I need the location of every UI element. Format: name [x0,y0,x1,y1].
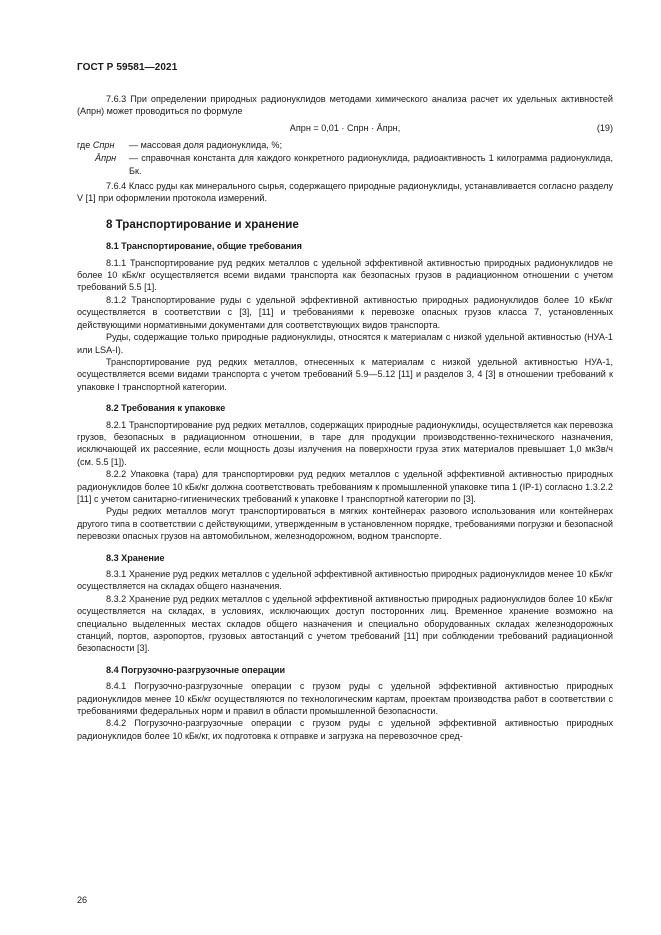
section-8-4-title: 8.4 Погрузочно-разгрузочные операции [106,664,286,675]
page-number: 26 [77,895,88,905]
section-8-2-title: 8.2 Требования к упаковке [106,403,226,414]
paragraph-8-1-ores: Руды, содержащие только природные радионуклиды, относятся к материалам с низкой удельной активностью (НУА-1 или LSA-I). [77,332,613,355]
standard-header: ГОСТ Р 59581—2021 [77,62,178,73]
section-8-3-title: 8.3 Хранение [106,552,165,563]
paragraph-8-4-2: 8.4.2 Погрузочно-разгрузочные операции с грузом руды с удельной эффективной активностью природных радионуклидов более 10 кБк/кг, их подготовка к отправке и загрузка на перевозочное сред- [77,718,613,741]
formula-expression: Aпрн = 0,01 · Cпрн · Āпрн, [289,122,401,133]
paragraph-8-4-1: 8.4.1 Погрузочно-разгрузочные операции с грузом руды с удельной эффективной активностью природных радионуклидов менее 10 кБк/кг осуществляются по технологическим картам, проектам производства работ в соответствии с требованиями федеральных норм и правил в области промышленной безопасности. [77,681,613,717]
definition-2 [77,152,613,177]
section-8-1-title: 8.1 Транспортирование, общие требования [106,241,302,252]
paragraph-8-1-nua: Транспортирование руд редких металлов, отнесенных к материалам с низкой удельной активностью НУА-1, осуществляется всеми видами транспорта с учетом требований 5.9—5.12 [11] и разделов 3, 4 [3] в отношении требований к упаковке I транспортной категории. [77,356,613,392]
paragraph-8-2-2: 8.2.2 Упаковка (тара) для транспортировки руд редких металлов с удельной эффективной активностью природных радионуклидов более 10 кБк/кг должна соответствовать требованиям к промышленной упаковке типа 1 (IP-1) согласно 1.3.2.2 [11] с учетом санитарно-гигиенических требований к упаковке I транспортной категории по [3]. [77,469,613,504]
paragraph-8-2-containers: Руды редких металлов могут транспортироваться в мягких контейнерах разового использования или контейнерах другого типа в соответствии с действующими, утвержденным в установленном порядке, требованиями погрузки и безопасной перевозки опасных грузов на автомобильном, железнодорожном, водном транспорте. [77,506,613,542]
paragraph-8-2-1: 8.2.1 Транспортирование руд редких металлов, содержащих природные радионуклиды, осуществляется как перевозка грузов, безопасных в радиационном отношении, в таре для продукции производственно-технического назначения, исключающей их рассеяние, если мощность дозы излучения на поверхности груза этих материалов превышает 1,0 мкЗв/ч (см. 5.5 [1]). [77,419,613,467]
formula-number: (19) [596,122,613,133]
paragraph-8-3-2: 8.3.2 Хранение руд редких металлов с удельной эффективной активностью природных радионуклидов более 10 кБк/кг осуществляется на складах, в условиях, исключающих доступ посторонних лиц. Временное хранение возможно на специально выделенных местах складов общего назначения и специально оборудованных складах железнодорожных станций, портов, аэропортов, грузовых автостанций с учетом требований [11] при соблюдении требований радиационной безопасности [3]. [77,593,613,654]
formula-19 [77,122,613,135]
paragraph-8-1-1: 8.1.1 Транспортирование руд редких металлов с удельной эффективной активностью природных радионуклидов не более 10 кБк/кг осуществляется всеми видами транспорта как безопасных грузов в радиационном отношении с учетом требований 5.5 [1]. [77,257,613,293]
paragraph-8-3-1: 8.3.1 Хранение руд редких металлов с удельной эффективной активностью природных радионуклидов менее 10 кБк/кг осуществляется на складах общего назначения. [77,569,613,592]
where-word: где [77,139,91,150]
definition-1 [77,139,613,151]
definition-1-text: — массовая доля радионуклида, %; [129,139,282,150]
definition-1-symbol: где Cпрн [77,139,115,150]
paragraph-7-6-3: 7.6.3 При определении природных радионуклидов методами химического анализа расчет их удельных активностей (Aпрн) может проводиться по формуле [77,94,613,117]
section-8-title: 8 Транспортирование и хранение [106,217,299,231]
definition-2-text: — справочная константа для каждого конкретного радионуклида, радиоактивность 1 килограмма радионуклида, Бк. [129,153,613,176]
paragraph-7-6-4: 7.6.4 Класс руды как минерального сырья, содержащего природные радионуклиды, устанавливается согласно разделу V [1] при оформлении протокола измерений. [77,181,613,204]
page-content [77,93,613,742]
paragraph-8-1-2: 8.1.2 Транспортирование руды с удельной эффективной активностью природных радионуклидов более 10 кБк/кг осуществляется в соответствии с [3], [11] и требованиями к перевозке опасных грузов класса 7, установленных действующими нормативными документами для соответствующих видов транспорта. [77,294,613,330]
definition-2-symbol: Āпрн [95,153,117,164]
